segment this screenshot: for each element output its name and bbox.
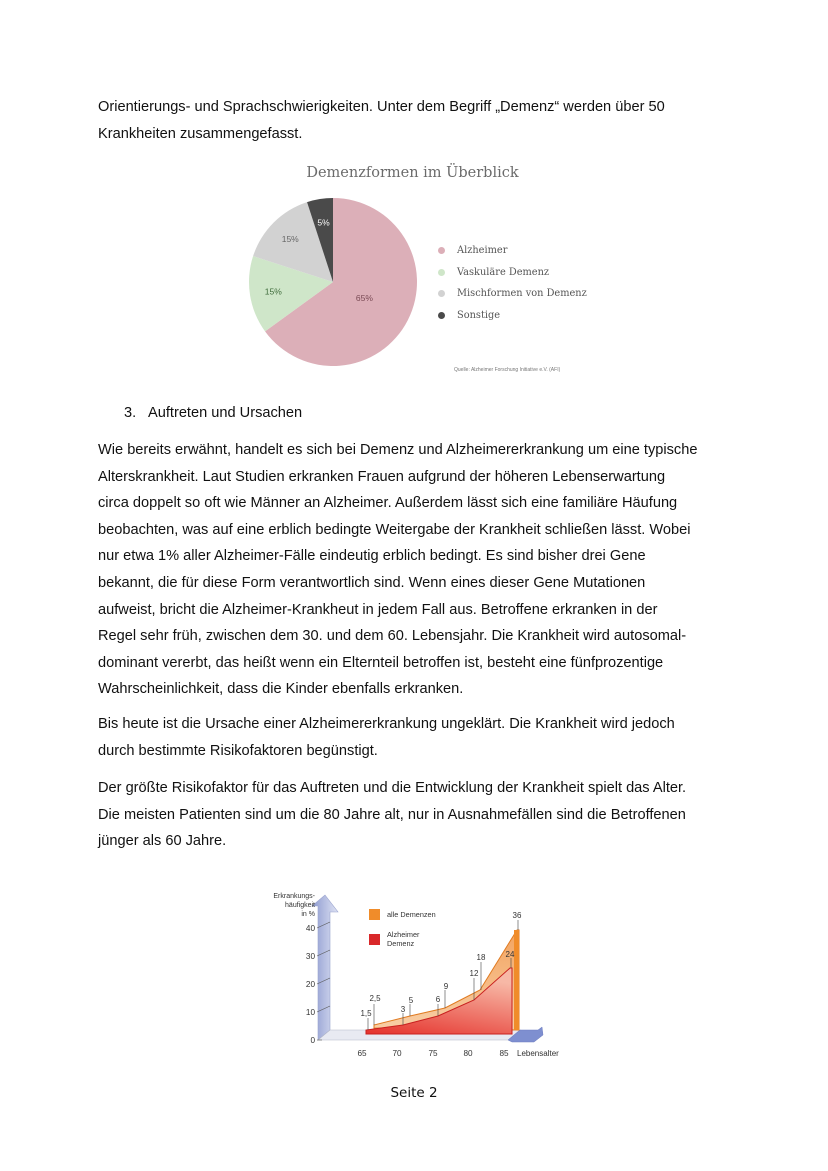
- text-line: dominant vererbt, das heißt wenn ein Elternteil betroffen ist, besteht eine fünfprozentige: [98, 654, 664, 671]
- legend-label: Demenz: [387, 939, 415, 948]
- svg-text:36: 36: [512, 911, 522, 920]
- paragraph-1: [98, 437, 738, 703]
- legend-label: alle Demenzen: [387, 910, 436, 919]
- y-axis-arrow-icon: [312, 895, 338, 1040]
- legend-swatch-icon: [369, 934, 380, 945]
- legend-dot-icon: [438, 290, 445, 297]
- pie-chart: [240, 190, 440, 380]
- svg-text:24: 24: [505, 950, 515, 959]
- text-line: Wahrscheinlichkeit, dass die Kinder ebenfalls erkranken.: [98, 681, 464, 698]
- svg-text:30: 30: [305, 952, 315, 961]
- paragraph-3: [98, 775, 738, 855]
- x-axis-label: Lebensalter: [517, 1049, 559, 1058]
- pie-slice-label: 15%: [281, 234, 299, 245]
- text-line: Wie bereits erwähnt, handelt es sich bei Demenz und Alzheimererkrankung um eine typische: [98, 442, 698, 458]
- text-line: nur etwa 1% aller Alzheimer-Fälle eindeutig erblich bedingt. Es sind bisher drei Gene: [98, 548, 646, 565]
- section-heading: [124, 402, 302, 424]
- section-title: Auftreten und Ursachen: [148, 405, 303, 421]
- text-line: durch bestimmte Risikofaktoren begünstigt.: [98, 742, 378, 759]
- legend-label: Alzheimer: [457, 245, 508, 257]
- svg-text:1,5: 1,5: [360, 1009, 372, 1018]
- pie-legend: [438, 240, 587, 326]
- y-axis-label: [273, 893, 315, 918]
- svg-text:2,5: 2,5: [369, 994, 381, 1003]
- paragraph-2: [98, 711, 738, 764]
- text-line: Bis heute ist die Ursache einer Alzheimererkrankung ungeklärt. Die Krankheit wird jedoch: [98, 716, 675, 732]
- legend-label: Vaskuläre Demenz: [457, 266, 550, 278]
- text-line: Die meisten Patienten sind um die 80 Jahre alt, nur in Ausnahmefällen sind die Betroffenen: [98, 806, 686, 823]
- pie-chart-title: Demenzformen im Überblick: [306, 165, 519, 181]
- legend-label: Alzheimer: [387, 930, 420, 939]
- svg-text:75: 75: [428, 1049, 438, 1058]
- legend-label: Mischformen von Demenz: [457, 288, 587, 300]
- text-line: beobachten, was auf eine erblich bedingte Weitergabe der Krankheit schließen lässt. Wobei: [98, 521, 691, 538]
- text-line: Der größte Risikofaktor für das Auftreten und die Entwicklung der Krankheit spielt das Alter.: [98, 780, 687, 796]
- page-number: Seite 2: [390, 1085, 438, 1101]
- svg-text:Erkrankungs-: Erkrankungs-: [273, 893, 315, 900]
- text-line: Alterskrankheit. Laut Studien erkranken Frauen aufgrund der höheren Lebenserwartung: [98, 468, 666, 485]
- svg-text:40: 40: [305, 924, 315, 933]
- svg-text:0: 0: [310, 1036, 315, 1045]
- svg-text:5: 5: [408, 996, 414, 1005]
- section-number: 3.: [124, 405, 137, 421]
- text-line: jünger als 60 Jahre.: [98, 833, 227, 850]
- text-line: aufweist, bricht die Alzheimer-Krankheut in jedem Fall aus. Betroffene erkranken in der: [98, 601, 658, 618]
- legend-item-vaskulaere: [438, 262, 587, 284]
- legend-dot-icon: [438, 269, 445, 276]
- legend-swatch-icon: [369, 909, 380, 920]
- text-line: Orientierungs- und Sprachschwierigkeiten. Unter dem Begriff „Demenz“ werden über 50: [98, 99, 665, 115]
- svg-text:80: 80: [463, 1049, 473, 1058]
- text-line: bekannt, die für diese Form verantwortlich sind. Wenn eines dieser Gene Mutationen: [98, 574, 646, 591]
- svg-text:18: 18: [476, 953, 486, 962]
- y-axis-ticks: [306, 924, 316, 1045]
- svg-text:20: 20: [305, 980, 315, 989]
- area-chart: [250, 885, 580, 1070]
- svg-text:9: 9: [443, 982, 449, 991]
- svg-text:3: 3: [400, 1005, 406, 1014]
- svg-text:häufigkeit: häufigkeit: [285, 902, 315, 909]
- legend-item-sonstige: [438, 305, 587, 327]
- svg-text:70: 70: [392, 1049, 402, 1058]
- legend-dot-icon: [438, 312, 445, 319]
- text-line: Regel sehr früh, zwischen dem 30. und dem 60. Lebensjahr. Die Krankheit wird autosomal-: [98, 628, 687, 645]
- svg-text:in %: in %: [301, 911, 315, 918]
- legend-item-mischformen: [438, 283, 587, 305]
- text-line: Krankheiten zusammengefasst.: [98, 125, 303, 142]
- svg-text:65: 65: [357, 1049, 367, 1058]
- svg-text:10: 10: [305, 1008, 315, 1017]
- svg-text:85: 85: [499, 1049, 509, 1058]
- pie-slice-label: 5%: [317, 217, 330, 228]
- text-line: circa doppelt so oft wie Männer an Alzheimer. Außerdem lässt sich eine familiäre Häufung: [98, 495, 678, 512]
- intro-paragraph: [98, 94, 738, 147]
- pie-slice-label: 15%: [264, 286, 282, 297]
- svg-text:12: 12: [469, 969, 479, 978]
- legend-label: Sonstige: [457, 309, 501, 321]
- pie-slice-label: 65%: [355, 293, 373, 304]
- x-axis-ticks: [357, 1049, 509, 1058]
- legend-dot-icon: [438, 247, 445, 254]
- svg-text:6: 6: [435, 995, 441, 1004]
- pie-source: Quelle: Alzheimer Forschung Initiative e.V. (AFI): [454, 367, 561, 373]
- legend-item-alzheimer: [438, 240, 587, 262]
